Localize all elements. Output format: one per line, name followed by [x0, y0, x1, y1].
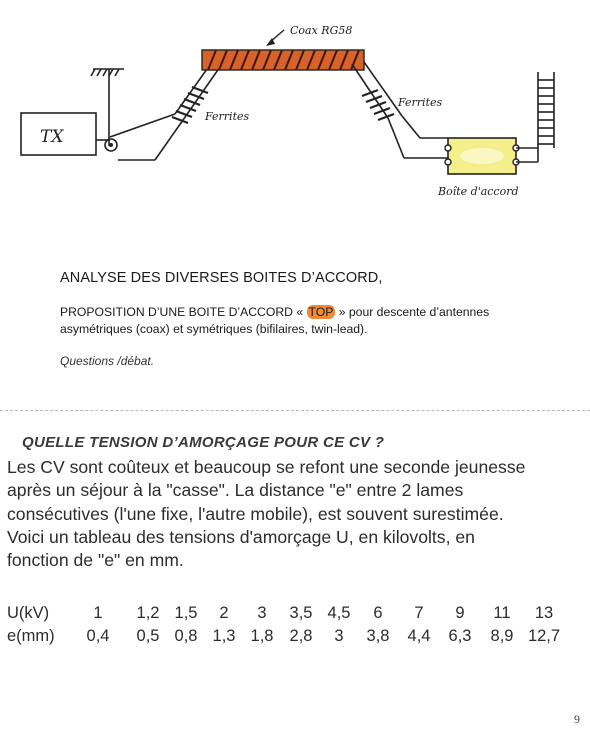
table-cell: 13: [534, 604, 554, 622]
table-cell: 2,8: [289, 627, 313, 645]
article-body: [7, 456, 539, 572]
proposal-paragraph: [60, 304, 560, 338]
page-number: 9: [574, 712, 580, 726]
table-cell: 4,4: [407, 627, 431, 645]
row-label-e: e(mm): [7, 627, 55, 645]
article-title: QUELLE TENSION D’AMORÇAGE POUR CE CV ?: [22, 434, 385, 451]
breakdown-voltage-table: [7, 602, 565, 648]
table-row-u: [7, 602, 565, 625]
table-cell: 3,5: [289, 604, 313, 622]
table-row-e: [7, 625, 565, 648]
ladder-line: [516, 72, 554, 162]
table-cell: 11: [493, 604, 511, 622]
table-cell: 0,5: [136, 627, 160, 645]
ferrite-left-label: Ferrites: [205, 110, 250, 123]
table-cell: 3,8: [366, 627, 390, 645]
tuner-box-label: Boîte d'accord: [438, 185, 519, 198]
table-cell: 0,8: [174, 627, 198, 645]
table-cell: 12,7: [527, 627, 561, 645]
antenna-tuner-sketch: [0, 0, 590, 210]
table-cell: 1,5: [174, 604, 198, 622]
table-cell: 3: [257, 604, 267, 622]
table-cell: 6,3: [448, 627, 472, 645]
right-ferrite-coil: [362, 90, 394, 120]
table-cell: 1,2: [136, 604, 160, 622]
right-feeder: [352, 62, 448, 158]
proposal-prefix: PROPOSITION D’UNE BOITE D’ACCORD «: [60, 305, 304, 319]
ferrite-right-label: Ferrites: [398, 96, 443, 109]
table-cell: 9: [455, 604, 465, 622]
table-cell: 0,4: [86, 627, 110, 645]
table-cell: 1,3: [212, 627, 236, 645]
article-paragraph-1: Les CV sont coûteux et beaucoup se refont une seconde jeunesse après un séjour à la "casse". La distance "e" entre 2 lames consécutives (l'une fixe, l'autre mobile), est souvent surestimée.: [7, 457, 526, 524]
coax-label: Coax RG58: [290, 24, 353, 37]
table-cell: 6: [373, 604, 383, 622]
table-cell: 3: [334, 627, 344, 645]
article-paragraph-2: Voici un tableau des tensions d'amorçage U, en kilovolts, en fonction de "e" en mm.: [7, 526, 475, 571]
proposal-suffix: » pour descente d’antennes asymétriques (coax) et symétriques (bifilaires, twin-lead).: [60, 305, 490, 336]
tear-divider: [0, 410, 590, 411]
table-cell: 7: [414, 604, 424, 622]
table-cell: 4,5: [327, 604, 351, 622]
table-cell: 1: [93, 604, 103, 622]
top-highlight: TOP: [308, 305, 334, 319]
section-heading: ANALYSE DES DIVERSES BOITES D’ACCORD,: [60, 270, 383, 286]
tx-label: TX: [40, 127, 64, 147]
questions-note: Questions /débat.: [60, 354, 155, 368]
table-cell: 1,8: [250, 627, 274, 645]
row-label-u: U(kV): [7, 604, 50, 622]
table-cell: 8,9: [490, 627, 514, 645]
table-cell: 2: [219, 604, 229, 622]
